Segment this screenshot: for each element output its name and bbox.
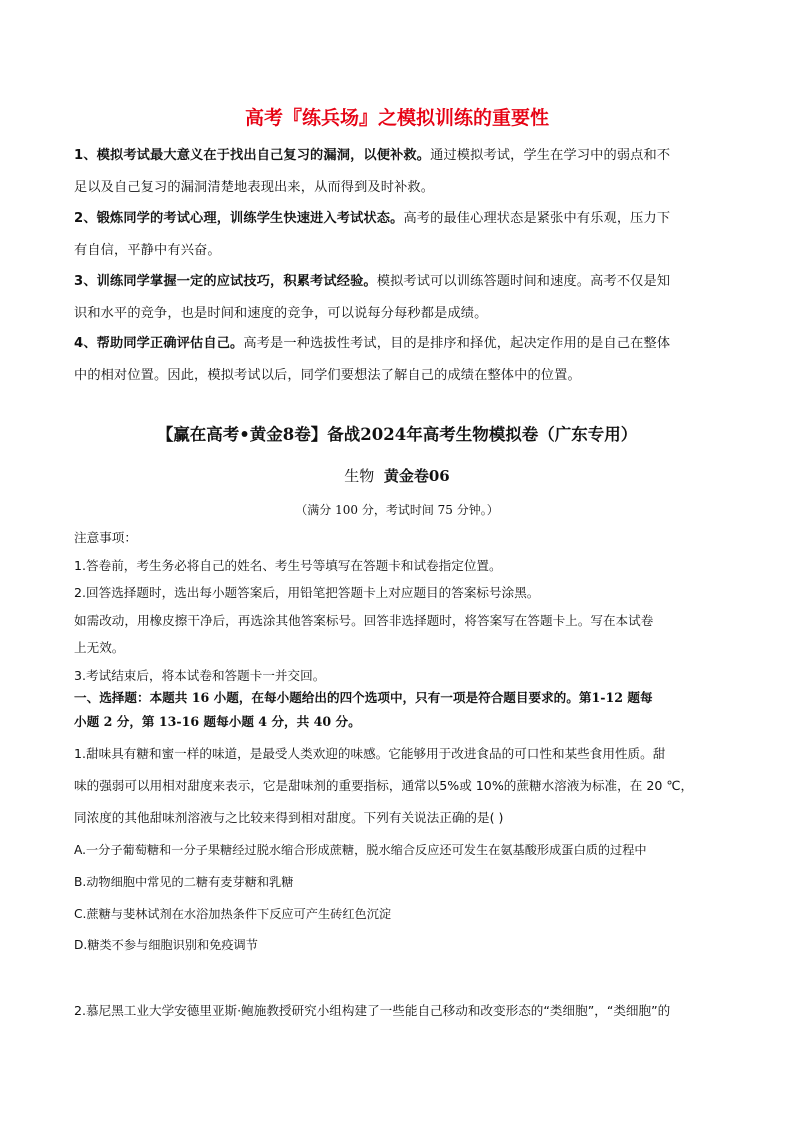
point-4-bold: 4、帮助同学正确评估自己。 xyxy=(74,336,244,351)
exam-subject: 生物 xyxy=(344,467,375,485)
page-title: 高考『练兵场』之模拟训练的重要性 xyxy=(244,107,549,129)
exam-subtitle xyxy=(0,463,794,489)
point-2-line2: 有自信，平静中有兴奋。 xyxy=(74,243,221,258)
point-3-bold: 3、训练同学掌握一定的应试技巧，积累考试经验。 xyxy=(74,274,377,289)
question-1-line: 味的强弱可以用相对甜度来表示，它是甜味剂的重要指标，通常以5%或 10%的蔗糖水溶液为标准，在 20 ℃， xyxy=(74,778,694,793)
question-1-option-a: A.一分子葡萄糖和一分子果糖经过脱水缩合形成蔗糖，脱水缩合反应还可发生在氨基酸形成蛋白质的过程中 xyxy=(74,843,647,857)
question-1-line: 1.甜味具有糖和蜜一样的味道，是最受人类欢迎的味感。它能够用于改进食品的可口性和某些食用性质。甜 xyxy=(74,746,666,761)
instruction-item: 上无效。 xyxy=(74,640,125,655)
point-1-line2: 足以及自己复习的漏洞清楚地表现出来，从而得到及时补救。 xyxy=(74,180,435,195)
point-4-line2: 中的相对位置。因此，模拟考试以后，同学们要想法了解自己的成绩在整体中的位置。 xyxy=(74,368,581,383)
section-heading-line1: 一、选择题：本题共 16 小题，在每小题给出的四个选项中，只有一项是符合题目要求的。第1-12 题每 xyxy=(74,690,653,705)
question-1-option-c: C.蔗糖与斐林试剂在水浴加热条件下反应可产生砖红色沉淀 xyxy=(74,907,392,921)
point-1 xyxy=(74,140,729,204)
point-2-text: 高考的最佳心理状态是紧张中有乐观，压力下 xyxy=(403,211,671,226)
point-2 xyxy=(74,203,729,267)
exam-note: （满分 100 分，考试时间 75 分钟。） xyxy=(295,503,499,517)
point-1-bold: 1、模拟考试最大意义在于找出自己复习的漏洞，以便补救。 xyxy=(74,148,431,163)
instruction-item: 如需改动，用橡皮擦干净后，再选涂其他答案标号。回答非选择题时，将答案写在答题卡上。写在本试卷 xyxy=(74,613,654,628)
question-1-line: 同浓度的其他甜味剂溶液与之比较来得到相对甜度。下列有关说法正确的是( ) xyxy=(74,810,504,825)
point-1-text: 通过模拟考试，学生在学习中的弱点和不 xyxy=(430,148,671,163)
instruction-item: 2.回答选择题时，选出每小题答案后，用铅笔把答题卡上对应题目的答案标号涂黑。 xyxy=(74,585,540,600)
question-1-option-d: D.糖类不参与细胞识别和免疫调节 xyxy=(74,938,258,952)
question-1-option-b: B.动物细胞中常见的二糖有麦芽糖和乳糖 xyxy=(74,875,294,889)
instruction-item: 3.考试结束后，将本试卷和答题卡一并交回。 xyxy=(74,668,326,683)
question-2-line: 2.慕尼黑工业大学安德里亚斯·鲍施教授研究小组构建了一些能自己移动和改变形态的“类细胞”，“类细胞”的 xyxy=(74,1003,671,1018)
instruction-item: 1.答卷前，考生务必将自己的姓名、考生号等填写在答题卡和试卷指定位置。 xyxy=(74,558,502,573)
point-2-bold: 2、锻炼同学的考试心理，训练学生快速进入考试状态。 xyxy=(74,211,404,226)
point-4-text: 高考是一种选拔性考试，目的是排序和择优，起决定作用的是自己在整体 xyxy=(243,336,671,351)
exam-paper: 黄金卷06 xyxy=(383,467,450,485)
point-3-line2: 识和水平的竞争，也是时间和速度的竞争，可以说每分每秒都是成绩。 xyxy=(74,306,488,321)
instructions-heading: 注意事项： xyxy=(74,530,137,545)
point-4 xyxy=(74,328,729,392)
point-3 xyxy=(74,266,729,330)
section-heading-line2: 小题 2 分，第 13-16 题每小题 4 分，共 40 分。 xyxy=(74,714,361,729)
point-3-text: 模拟考试可以训练答题时间和速度。高考不仅是知 xyxy=(376,274,671,289)
exam-title: 【赢在高考•黄金8卷】备战2024年高考生物模拟卷（广东专用） xyxy=(156,425,638,444)
